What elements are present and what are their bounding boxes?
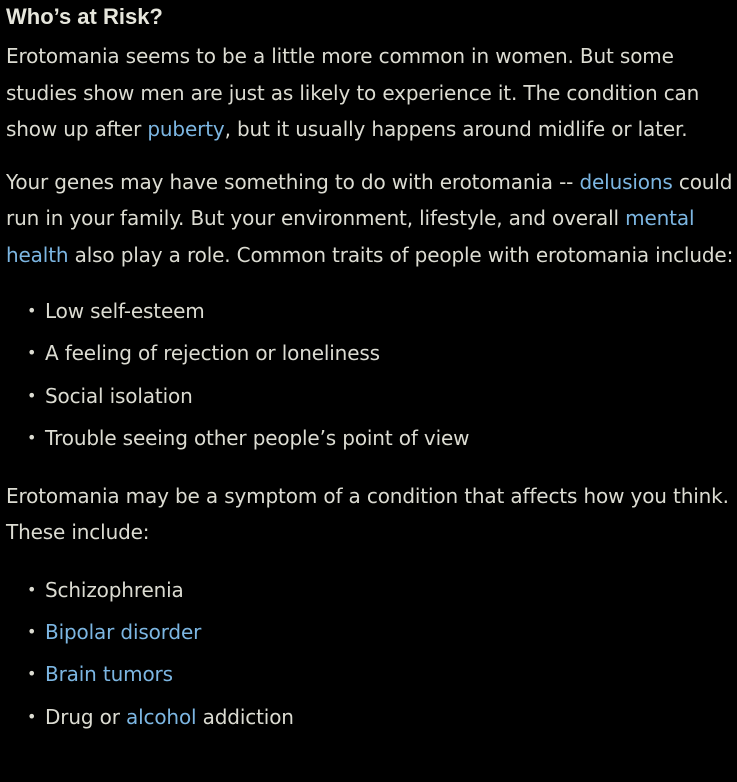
mental-health-link[interactable]: mental health	[6, 206, 695, 267]
bullet-icon: •	[27, 428, 37, 448]
list-item	[6, 653, 737, 695]
delusions-link[interactable]: delusions	[579, 169, 673, 194]
bullet-icon: •	[27, 664, 37, 684]
conditions-list	[6, 569, 737, 739]
list-item: • Social isolation	[6, 375, 737, 417]
list-item: • Drug or alcohol addiction	[6, 696, 737, 738]
bullet-icon: •	[27, 706, 37, 726]
bullet-icon: •	[27, 385, 37, 405]
paragraph-text: , but it usually happens around midlife or later.	[224, 117, 688, 141]
list-item: • Low self-esteem	[6, 290, 737, 332]
section-heading: Who’s at Risk?	[6, 4, 163, 29]
paragraph-who-at-risk	[6, 38, 737, 148]
paragraph-text: also play a role. Common traits of people with erotomania include:	[68, 242, 734, 267]
paragraph-genes	[6, 164, 737, 274]
list-item: • Schizophrenia	[6, 569, 737, 611]
bullet-icon: •	[27, 301, 37, 320]
list-item: • A feeling of rejection or loneliness	[6, 332, 737, 374]
brain-tumors-link[interactable]: Brain tumors	[45, 662, 173, 687]
alcohol-link[interactable]: alcohol	[125, 704, 197, 729]
bullet-icon: •	[27, 343, 37, 363]
traits-list	[6, 290, 737, 460]
paragraph-text: Your genes may have something to do with erotomania --	[6, 169, 580, 194]
bullet-icon: •	[27, 579, 37, 599]
paragraph-symptom: Erotomania may be a symptom of a condition that affects how you think. These include:	[6, 483, 729, 545]
article-section	[0, 4, 737, 738]
bullet-icon: •	[27, 622, 37, 642]
puberty-link[interactable]: puberty	[147, 117, 225, 141]
paragraph-text: Erotomania seems to be a little more common in women. But some studies show men are just as likely to experience it. The condition can show up after	[6, 44, 700, 141]
paragraph-text: could run in your family. But your environment, lifestyle, and overall	[6, 169, 733, 230]
list-item	[6, 611, 737, 653]
bipolar-disorder-link[interactable]: Bipolar disorder	[45, 620, 202, 645]
list-item: • Trouble seeing other people’s point of view	[6, 417, 737, 459]
